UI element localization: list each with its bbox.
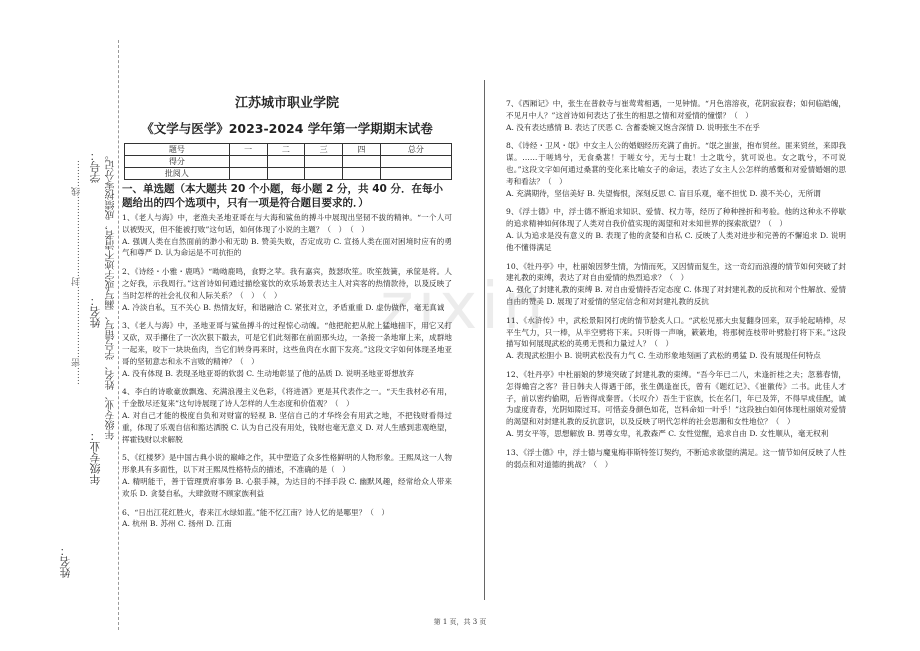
score-cell: 批阅人 bbox=[125, 168, 230, 180]
score-table-row bbox=[125, 144, 452, 156]
score-cell bbox=[380, 168, 451, 180]
score-cell bbox=[305, 156, 343, 168]
column-divider bbox=[484, 80, 485, 600]
score-cell: 题号 bbox=[125, 144, 230, 156]
score-cell bbox=[229, 168, 267, 180]
watermark: zixin bbox=[380, 270, 548, 344]
name-label: 姓名： bbox=[89, 295, 102, 328]
score-cell: 一 bbox=[229, 144, 267, 156]
question-options: A. 表现武松胆小 B. 说明武松没有力气 C. 生动形象地刻画了武松的勇猛 D. 没有展现任何特点 bbox=[506, 351, 821, 361]
question-stem: 9、《浮士德》中，浮士德不断追求知识、爱情、权力等，经历了种种挫折和考验。他的这种永不停歇的追求精神如何体现了人类对自我价值实现的渴望和对未知世界的探索欲望？（ ） bbox=[506, 207, 846, 229]
score-cell: 总分 bbox=[380, 144, 451, 156]
question-options: A. 没有表达感情 B. 表达了厌恶 C. 含蓄委婉又饱含深情 D. 说明张生不在乎 bbox=[506, 122, 761, 132]
question-options: A. 强化了封建礼教的束缚 B. 对自由爱情持否定态度 C. 体现了对封建礼教的反抗和对个性解放、爱情自由的赞美 D. 展现了对爱情的坚定信念和对封建礼教的反抗 bbox=[506, 285, 846, 306]
score-cell bbox=[267, 156, 305, 168]
score-table-row bbox=[125, 156, 452, 168]
score-cell bbox=[342, 156, 380, 168]
question-item bbox=[506, 369, 846, 440]
question-item bbox=[122, 452, 452, 499]
question-item bbox=[506, 140, 846, 199]
question-options: A. 没有体现 B. 表现圣地亚哥的软弱 C. 生动地彰显了他的品质 D. 说明圣地亚哥想放弃 bbox=[122, 368, 414, 378]
question-stem: 10、《牡丹亭》中，杜丽娘因梦生情，为情而死，又因情而复生，这一奇幻而浪漫的情节如何突破了封建礼教的束缚，表达了对自由爱情的热烈追求？（ ） bbox=[506, 261, 846, 283]
warning-note: 年级专业、姓名、学号错写、漏写或字迹不清者，成绩按零分记。 bbox=[106, 150, 117, 440]
score-cell bbox=[305, 168, 343, 180]
question-item bbox=[506, 447, 846, 471]
question-options: A. 认为追求是没有意义的 B. 表现了他的贪婪和自私 C. 反映了人类对进步和完善的不懈追求 D. 说明他不懂得满足 bbox=[506, 230, 846, 252]
question-item bbox=[506, 315, 846, 362]
question-stem: 4、李白的诗歌豪放飘逸、充满浪漫主义色彩，《将进酒》更是其代表作之一。“天生我材必有用，千金散尽还复来”这句诗展现了诗人怎样的人生态度和价值观？（ ） bbox=[122, 387, 452, 409]
question-item bbox=[506, 206, 846, 253]
question-options: A. 充满期待，坚信美好 B. 失望悔恨，深刻反思 C. 盲目乐观，毫不担忧 D. 漠不关心，无所谓 bbox=[506, 188, 821, 198]
school-name: 江苏城市职业学院 bbox=[234, 96, 339, 111]
question-options: A. 对自己才能的极度自负和对财富的轻视 B. 坚信自己的才华终会有用武之地，不把钱财看得过重，体现了乐观自信和豁达洒脱 C. 认为自己没有用处，钱财也毫无意义 D. 对人生感到悲观绝望，挥霍钱财以求解脱 bbox=[122, 410, 452, 444]
name-label-bottom: 姓名： bbox=[59, 545, 72, 578]
question-options: A. 杭州 B. 苏州 C. 扬州 D. 江南 bbox=[122, 519, 232, 529]
question-stem: 12、《牡丹亭》中杜丽娘的梦境突破了封建礼教的束缚。“吾今年已二八，未逢折桂之夫；忽慕春情，怎得蟾宫之客？昔日韩夫人得遇于郎，张生偶逢崔氏，曾有《题红记》、《崔徽传》二书。此佳人才子，前以密约偷期，后皆得成秦晋。（长叹介）吾生于宦族，长在名门，年已及笄，不得早成佳配，诚为虚度青春，光阴如隙过耳。可惜妾身颜色如花，岂料命如一叶乎！”这段独白如何体现杜丽娘对爱情的渴望和对封建礼教的反抗意识，以及反映了明代怎样的社会思潮和女性地位？（ ） bbox=[506, 369, 846, 427]
section-heading: 一、单选题（本大题共 20 个小题，每小题 2 分，共 40 分．在每小题给出的四个选项中，只有一项是符合题目要求的．） bbox=[122, 183, 443, 209]
question-item bbox=[506, 98, 846, 133]
right-column bbox=[506, 98, 846, 477]
question-item bbox=[122, 507, 452, 531]
question-stem: 5、《红楼梦》是中国古典小说的巅峰之作，其中塑造了众多性格鲜明的人物形象。王熙凤这一人物形象具有多面性，以下对王熙凤性格特点的描述，不准确的是（ ） bbox=[122, 453, 452, 475]
question-stem: 7、《西厢记》中，张生在普救寺与崔莺莺相遇，一见钟情。“月色溶溶夜，花阴寂寂春；如何临皓魄，不见月中人？”这首诗如何表达了张生的相思之情和对爱情的憧憬？（ ） bbox=[506, 99, 846, 120]
question-stem: 11、《水浒传》中，武松景阳冈打虎的情节脍炙人口。“武松见那大虫复翻身回来，双手轮起哨棒，尽平生气力，只一棒，从半空劈将下来。只听得一声响，簌簌地，将那树连枝带叶劈脸打将下来。”这段描写如何展现武松的英勇无畏和力量过人？（ ） bbox=[506, 315, 846, 349]
score-cell bbox=[267, 168, 305, 180]
question-stem: 3、《老人与海》中，圣地亚哥与鲨鱼搏斗的过程惊心动魄。“他把舵把从舵上猛地扭下，用它又打又砍，双手攥住了一次次狠下戳去，可是它们此刻都在前面那头边，一条接一条地窜上来，成群地一起来，咬下一块块鱼肉，当它们转身再来时，这些鱼肉在水面下发亮。”这段文字如何体现圣地亚哥的坚韧意志和永不言败的精神？（ ） bbox=[122, 321, 452, 366]
score-cell: 三 bbox=[305, 144, 343, 156]
score-cell: 四 bbox=[342, 144, 380, 156]
seal-dashed-line bbox=[118, 40, 119, 630]
question-item bbox=[122, 386, 452, 445]
question-stem: 2、《诗经・小雅・鹿鸣》“呦呦鹿鸣，食野之苹。我有嘉宾，鼓瑟吹笙。吹笙鼓簧，承筐是将。人之好我，示我周行。”这首诗如何通过描绘宴饮的欢乐场景表达主人对宾客的热情款待，以及反映了当时怎样的社会礼仪和人际关系？（ ） （ ） bbox=[122, 267, 452, 300]
question-stem: 13、《浮士德》中，浮士德与魔鬼梅菲斯特签订契约，不断追求欲望的满足。这一情节如何反映了人性的弱点和对道德的挑战？（ ） bbox=[506, 447, 846, 469]
score-cell: 二 bbox=[267, 144, 305, 156]
page-footer: 第 1 页，共 3 页 bbox=[433, 618, 487, 626]
question-options: A. 强调人类在自然面前的渺小和无助 B. 赞美失败，否定成功 C. 宣扬人类在面对困境时应有的勇气和尊严 D. 认为命运是不可抗拒的 bbox=[122, 236, 452, 258]
score-cell: 得分 bbox=[125, 156, 230, 168]
question-stem: 8、《诗经・卫风・氓》中女主人公的婚姻经历充满了曲折。“氓之蚩蚩，抱布贸丝。匪来贸丝，来即我谋。……于嗟鸠兮，无食桑葚！于嗟女兮，无与士耽！士之耽兮，犹可说也。女之耽兮，不可说也。”这段文字如何通过桑葚的变化来比喻女子的命运，表达了女主人公怎样的感慨和对爱情婚姻的思考和看法？（ ） bbox=[506, 141, 846, 186]
question-options: A. 冷淡自私，互不关心 B. 热情友好，和谐融洽 C. 紧张对立，矛盾重重 D. 虚伪做作，毫无真诚 bbox=[122, 302, 445, 312]
score-table-row bbox=[125, 168, 452, 180]
question-item bbox=[122, 266, 452, 313]
question-item bbox=[122, 212, 452, 259]
exam-title: 《文学与医学》2023-2024 学年第一学期期末试卷 bbox=[141, 121, 433, 136]
question-options: A. 男女平等，思想解放 B. 男尊女卑，礼教森严 C. 女性觉醒，追求自由 D. 女性顺从，毫无权利 bbox=[506, 428, 829, 438]
question-item bbox=[506, 261, 846, 308]
student-id-label: 学号： bbox=[89, 150, 102, 183]
question-stem: 1、《老人与海》中，老渔夫圣地亚哥在与大海和鲨鱼的搏斗中展现出坚韧不拔的精神。“一个人可以被毁灭，但不能被打败”这句话，如何体现了小说的主题？（ ） （ ） bbox=[122, 213, 452, 234]
seal-line-text: ……密……………………封………………………线……… bbox=[72, 160, 82, 385]
score-cell bbox=[229, 156, 267, 168]
question-stem: 6、“日出江花红胜火，春来江水绿如蓝。”能不忆江南？诗人忆的是哪里？（ ） bbox=[122, 507, 389, 517]
question-item bbox=[122, 320, 452, 379]
score-cell bbox=[380, 156, 451, 168]
grade-major-label: 年级专业： bbox=[89, 430, 102, 485]
left-column bbox=[122, 92, 452, 537]
question-options: A. 精明能干，善于管理贾府事务 B. 心狠手辣，为达目的不择手段 C. 幽默风趣，经常给众人带来欢乐 D. 贪婪自私，大肆敛财不顾家族利益 bbox=[122, 476, 452, 498]
score-table bbox=[124, 143, 452, 180]
score-cell bbox=[342, 168, 380, 180]
